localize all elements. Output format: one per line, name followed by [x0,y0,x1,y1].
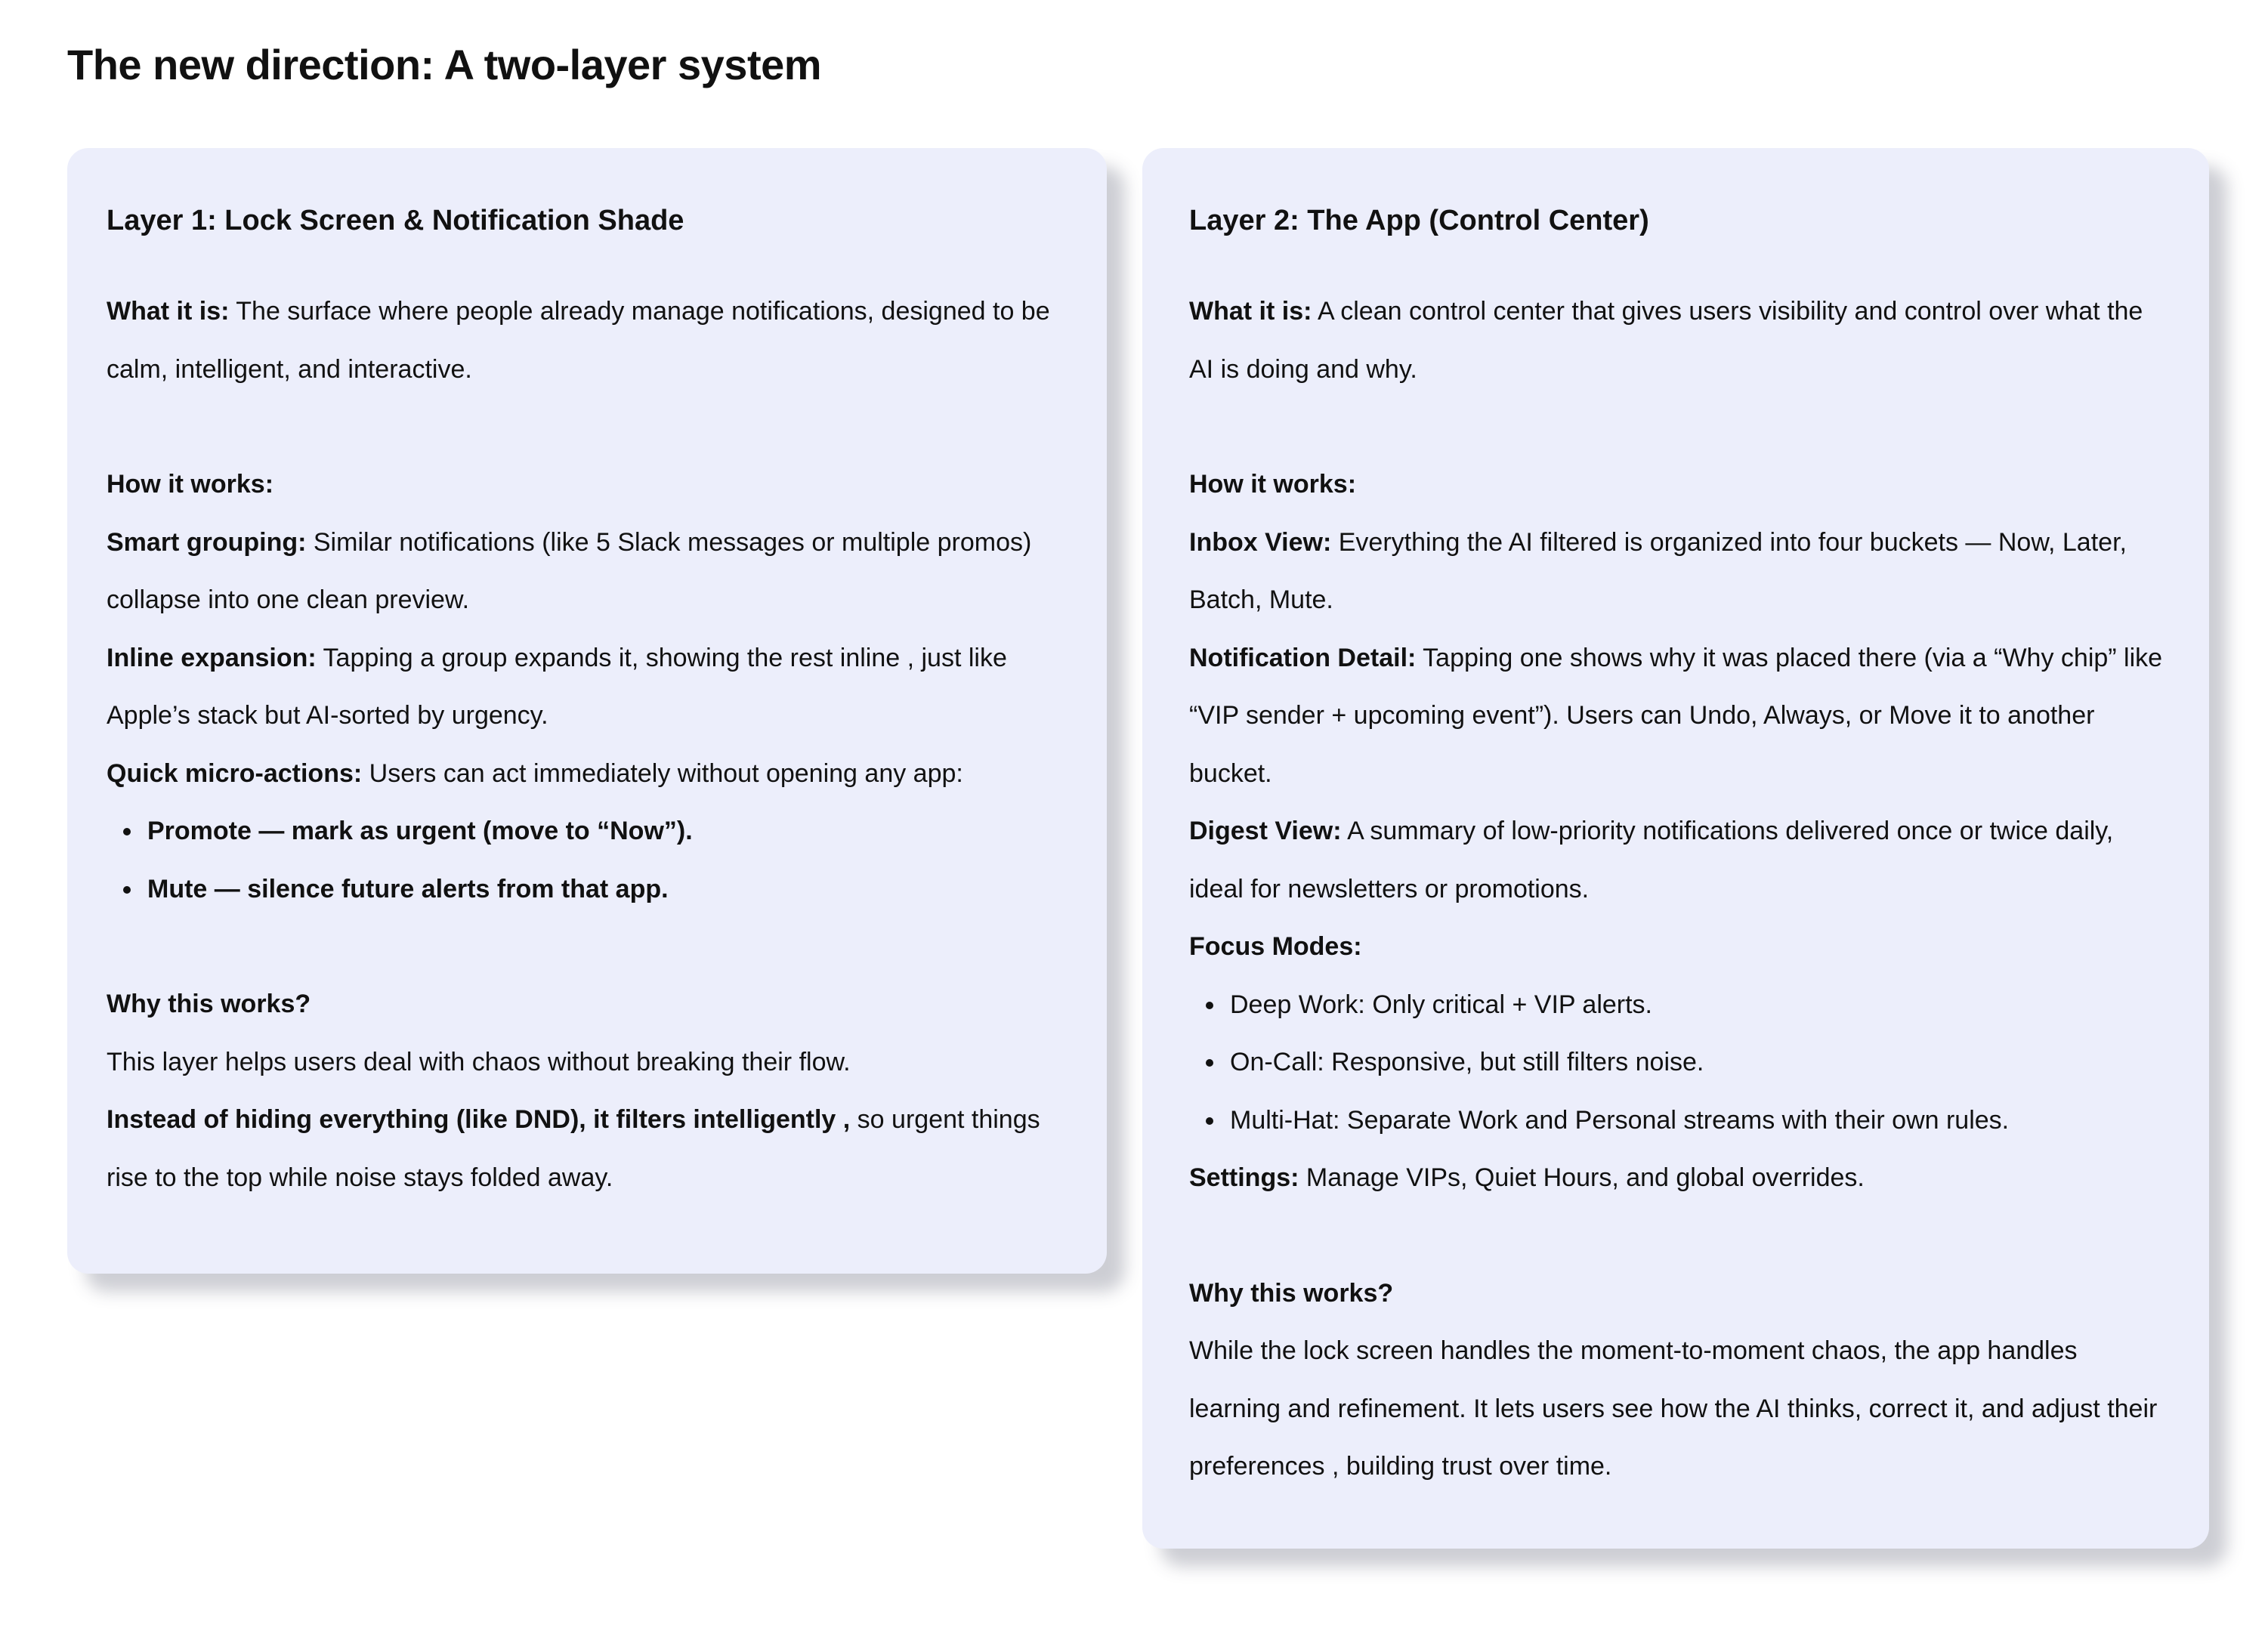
layer2-what-label: What it is: [1189,297,1312,326]
layer1-action-promote: Promote — mark as urgent (move to “Now”). [147,802,1069,860]
layer1-why-text: This layer helps users deal with chaos without breaking their flow. [107,1047,851,1076]
layer2-why-text: While the lock screen handles the moment-to-moment chaos, the app handles learning and refinement. It lets users see how the AI thinks, correct it, and adjust their preferences , building trust over time. [1189,1336,2158,1481]
layer1-smart-label: Smart grouping: [107,527,307,557]
layer2-digest-view [1189,802,2171,918]
layer2-what-text: A clean control center that gives users visibility and control over what the AI is doing and why. [1189,297,2143,384]
layer1-why-heading: Why this works? [107,990,311,1018]
layer2-card [1142,148,2209,1549]
layer2-focus-heading: Focus Modes: [1189,932,1362,961]
layer2-settings [1189,1149,2171,1207]
layer2-settings-text: Manage VIPs, Quiet Hours, and global overrides. [1299,1163,1865,1192]
layer2-digest-label: Digest View: [1189,817,1342,845]
layer1-what-it-is [107,283,1069,398]
layer2-why-heading: Why this works? [1189,1278,1394,1308]
layer1-action-mute: Mute — silence future alerts from that app. [147,860,1069,919]
layer1-inline-expansion [107,629,1069,745]
layer2-focus-multi-hat: Multi-Hat: Separate Work and Personal streams with their own rules. [1230,1092,2171,1150]
layer1-smart-grouping [107,514,1069,629]
layer1-what-text: The surface where people already manage notifications, designed to be calm, intelligent, and interactive. [107,297,1050,384]
layer1-instead-text: so urgent things rise to the top while noise stays folded away. [107,1105,1040,1192]
layer1-title: Layer 1: Lock Screen & Notification Shade [107,205,684,236]
layer1-how-heading: How it works: [107,470,274,499]
layer2-digest-text: A summary of low-priority notifications delivered once or twice daily, ideal for newsletters or promotions. [1189,817,2114,903]
layer1-instead [107,1091,1069,1206]
layer2-focus-deep-work: Deep Work: Only critical + VIP alerts. [1230,976,2171,1034]
layer1-instead-bold: Instead of hiding everything (like DND), it filters intelligently , [107,1105,851,1134]
layer2-focus-list [1189,976,2171,1150]
layer2-how-heading: How it works: [1189,470,1357,499]
layer1-actions-list [107,802,1069,918]
layer1-card [67,148,1107,1274]
layer1-inline-text: Tapping a group expands it, showing the rest inline , just like Apple’s stack but AI-sorted by urgency. [107,643,1007,730]
layer2-detail-label: Notification Detail: [1189,643,1417,672]
layer2-what-it-is [1189,283,2171,398]
layer2-inbox-label: Inbox View: [1189,527,1332,557]
layer1-quick-text: Users can act immediately without opening any app: [362,758,963,788]
layer1-quick-label: Quick micro-actions: [107,758,363,788]
layer2-title: Layer 2: The App (Control Center) [1189,205,1649,236]
layer1-what-label: What it is: [107,297,230,326]
layer2-inbox-text: Everything the AI filtered is organized into four buckets — Now, Later, Batch, Mute. [1189,527,2127,614]
layer2-detail-text: Tapping one shows why it was placed there (via a “Why chip” like “VIP sender + upcoming event”). Users can Undo, Always, or Move it to another bucket. [1189,643,2163,788]
layer1-inline-label: Inline expansion: [107,643,317,672]
layer1-smart-text: Similar notifications (like 5 Slack messages or multiple promos) collapse into one clean preview. [107,527,1032,614]
layer2-notification-detail [1189,629,2171,803]
layer1-quick-actions [107,745,1069,803]
layer2-settings-label: Settings: [1189,1163,1299,1192]
page-title: The new direction: A two-layer system [67,41,822,88]
layer2-inbox-view [1189,514,2171,629]
layer2-focus-on-call: On-Call: Responsive, but still filters noise. [1230,1033,2171,1092]
